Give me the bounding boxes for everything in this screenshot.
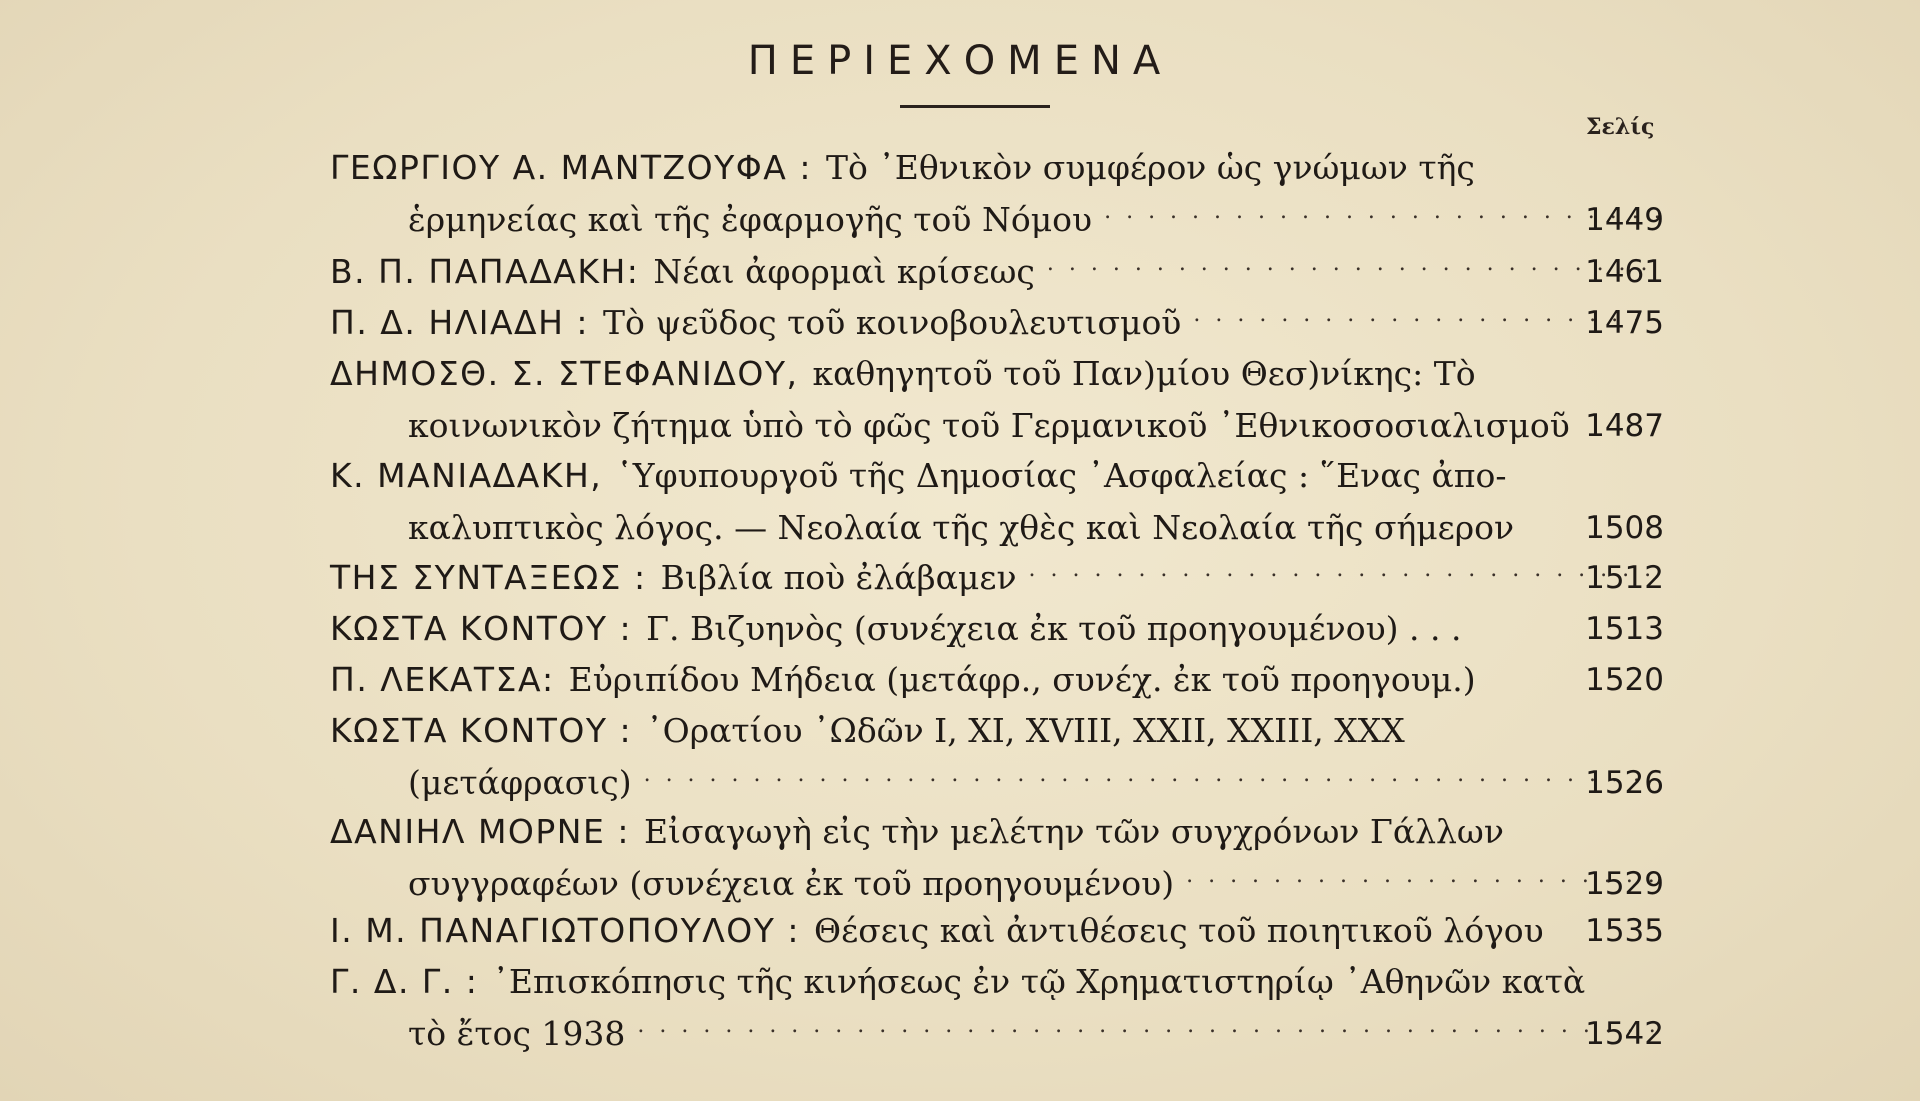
toc-title: Τὸ ᾿Εθνικὸν συμφέρον ὡς γνώμων τῆς (825, 148, 1475, 187)
leader-dots (1029, 550, 1658, 590)
toc-entry-line (330, 806, 1670, 858)
toc-author: Π. Δ. ΗΛΙΑΔΗ : (330, 303, 590, 342)
toc-entry-line (330, 905, 1670, 957)
toc-author: Γ. Δ. Γ. : (330, 962, 479, 1001)
toc-title-cont: (μετάφρασις) (408, 763, 632, 802)
toc-title: Εἰσαγωγὴ εἰς τὴν μελέτην τῶν συγχρόνων Γάλλων (643, 812, 1504, 851)
page-title: ΠΕΡΙΕΧΟΜΕΝΑ (747, 38, 1173, 84)
toc-title: ῾Υφυπουργοῦ τῆς Δημοσίας ᾿Ασφαλείας : ῞Ενας ἀπο- (616, 456, 1507, 495)
toc-author: ΔΗΜΟΣΘ. Σ. ΣΤΕΦΑΝΙΔΟΥ, (330, 354, 799, 393)
toc-entry (330, 705, 1670, 809)
toc-page-number: 1487 (1585, 408, 1664, 444)
toc-title: Εὐριπίδου Μήδεια (μετάφρ., συνέχ. ἐκ τοῦ προηγουμ.) (568, 660, 1476, 699)
toc-title: Θέσεις καὶ ἀντιθέσεις τοῦ ποιητικοῦ λόγου (814, 911, 1544, 950)
toc-page-number: 1449 (1585, 202, 1664, 238)
toc-author: ΤΗΣ ΣΥΝΤΑΞΕΩΣ : (330, 558, 647, 597)
toc-page-number: 1520 (1585, 662, 1664, 698)
toc-title: ᾿Επισκόπησις τῆς κινήσεως ἐν τῷ Χρηματιστηρίῳ ᾿Αθηνῶν κατὰ (492, 962, 1586, 1001)
toc-entry-line (330, 705, 1670, 757)
leader-dots (1104, 192, 1658, 232)
toc-page-number: 1513 (1585, 611, 1664, 647)
toc-entry-line (330, 142, 1670, 194)
toc-page-number: 1508 (1585, 510, 1664, 546)
toc-title: ᾿Ορατίου ᾿Ωδῶν I, XI, XVIII, XXII, XXIII, XXX (646, 711, 1405, 750)
toc-page-number: 1542 (1585, 1016, 1664, 1052)
toc-entry (330, 905, 1670, 957)
toc-title-cont: ἑρμηνείας καὶ τῆς ἐφαρμογῆς τοῦ Νόμου (408, 200, 1093, 239)
toc-page-number: 1529 (1585, 866, 1664, 902)
toc-entry (330, 603, 1670, 655)
toc-entry-line (330, 400, 1670, 452)
toc-entry-line (330, 194, 1670, 246)
toc-title-cont: τὸ ἔτος 1938 (408, 1014, 626, 1053)
toc-entry-line (330, 654, 1670, 706)
toc-entry-line (330, 297, 1670, 349)
toc-entry-line (330, 246, 1670, 298)
toc-entry-line (330, 450, 1670, 502)
toc-entry (330, 806, 1670, 910)
toc-author: Β. Π. ΠΑΠΑΔΑΚΗ: (330, 252, 640, 291)
toc-page-number: 1535 (1585, 913, 1664, 949)
toc-author: Π. ΛΕΚΑΤΣΑ: (330, 660, 555, 699)
toc-title: Νέαι ἀφορμαὶ κρίσεως (653, 252, 1035, 291)
toc-entry (330, 654, 1670, 706)
toc-title-cont: κοινωνικὸν ζήτημα ὑπὸ τὸ φῶς τοῦ Γερμανικοῦ ᾿Εθνικοσοσιαλισμοῦ (408, 406, 1570, 445)
toc-page-number: 1526 (1585, 765, 1664, 801)
toc-title-cont: συγγραφέων (συνέχεια ἐκ τοῦ προηγουμένου) (408, 864, 1175, 903)
toc-entry-line (330, 757, 1670, 809)
toc-entry-line (330, 603, 1670, 655)
toc-entry (330, 142, 1670, 246)
toc-entry (330, 348, 1670, 452)
toc-author: Ι. Μ. ΠΑΝΑΓΙΩΤΟΠΟΥΛΟΥ : (330, 911, 801, 950)
toc-title: Τὸ ψεῦδος τοῦ κοινοβουλευτισμοῦ (603, 303, 1182, 342)
leader-dots (637, 1006, 1658, 1046)
toc-entry (330, 450, 1670, 554)
toc-entry-line (330, 1008, 1670, 1060)
toc-page-number: 1461 (1585, 254, 1664, 290)
leader-dots (644, 755, 1658, 795)
toc-entry (330, 956, 1670, 1060)
toc-title-cont: καλυπτικὸς λόγος. — Νεολαία τῆς χθὲς καὶ Νεολαία τῆς σήμερον (408, 508, 1515, 547)
toc-author: ΓΕΩΡΓΙΟΥ Α. ΜΑΝΤΖΟΥΦΑ : (330, 148, 812, 187)
toc-author: Κ. ΜΑΝΙΑΔΑΚΗ, (330, 456, 603, 495)
toc-title: Βιβλία ποὺ ἐλάβαμεν (660, 558, 1017, 597)
toc-entry (330, 552, 1670, 604)
pages-column-header: Σελίς (1586, 114, 1655, 140)
toc-author: ΚΩΣΤΑ ΚΟΝΤΟΥ : (330, 711, 633, 750)
toc-entry (330, 297, 1670, 349)
leader-dots (1047, 244, 1658, 284)
toc-entry-line (330, 858, 1670, 910)
toc-entry-line (330, 956, 1670, 1008)
toc-author: ΔΑΝΙΗΛ ΜΟΡΝΕ : (330, 812, 630, 851)
toc-page-number: 1475 (1585, 305, 1664, 341)
toc-author: ΚΩΣΤΑ ΚΟΝΤΟΥ : (330, 609, 633, 648)
toc-entry-line (330, 502, 1670, 554)
title-rule (900, 105, 1050, 108)
toc-entry-line (330, 348, 1670, 400)
toc-entry (330, 246, 1670, 298)
toc-entry-line (330, 552, 1670, 604)
toc-page-number: 1512 (1585, 560, 1664, 596)
toc-title: καθηγητοῦ τοῦ Παν)μίου Θεσ)νίκης: Τὸ (812, 354, 1476, 393)
toc-title: Γ. Βιζυηνὸς (συνέχεια ἐκ τοῦ προηγουμένου) . . . (646, 609, 1462, 648)
